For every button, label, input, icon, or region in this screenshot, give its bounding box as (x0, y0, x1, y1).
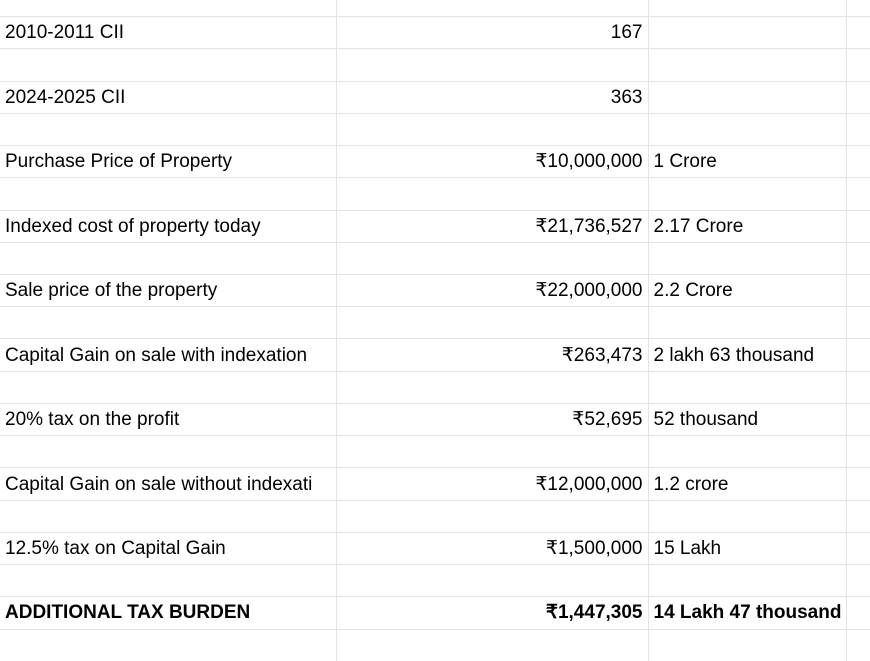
cell-value[interactable]: ₹52,695 (336, 403, 648, 435)
spreadsheet-row (0, 113, 870, 145)
cell[interactable] (648, 242, 846, 274)
cell[interactable] (846, 242, 870, 274)
cell[interactable] (648, 49, 846, 81)
spreadsheet-row (0, 242, 870, 274)
cell-label[interactable]: 12.5% tax on Capital Gain (0, 532, 336, 564)
cell-value[interactable]: ₹263,473 (336, 339, 648, 371)
cell[interactable] (846, 210, 870, 242)
cell[interactable] (336, 436, 648, 468)
cell[interactable] (0, 178, 336, 210)
spreadsheet-row (0, 275, 870, 307)
cell[interactable] (0, 49, 336, 81)
spreadsheet-row (0, 468, 870, 500)
cell[interactable] (846, 371, 870, 403)
spreadsheet-row (0, 339, 870, 371)
spreadsheet-row (0, 500, 870, 532)
cell[interactable] (846, 146, 870, 178)
cell-value[interactable]: ₹1,500,000 (336, 532, 648, 564)
cell[interactable] (0, 436, 336, 468)
cell[interactable] (648, 0, 846, 17)
cell-label[interactable]: Capital Gain on sale with indexation (0, 339, 336, 371)
cell[interactable] (846, 178, 870, 210)
cell[interactable] (0, 113, 336, 145)
cell-note[interactable] (648, 17, 846, 49)
cell[interactable] (846, 81, 870, 113)
cell-label[interactable]: 2010-2011 CII (0, 17, 336, 49)
cell[interactable] (846, 468, 870, 500)
cell-label[interactable]: Capital Gain on sale without indexati (0, 468, 336, 500)
cell-value[interactable]: ₹10,000,000 (336, 146, 648, 178)
cell[interactable] (846, 275, 870, 307)
cell[interactable] (846, 17, 870, 49)
spreadsheet-row (0, 597, 870, 629)
cell-note[interactable] (648, 81, 846, 113)
cell[interactable] (0, 629, 336, 661)
spreadsheet-row (0, 146, 870, 178)
cell[interactable] (846, 49, 870, 81)
cell[interactable] (648, 371, 846, 403)
cell[interactable] (846, 500, 870, 532)
cell-label[interactable]: Indexed cost of property today (0, 210, 336, 242)
cell-note[interactable]: 15 Lakh (648, 532, 846, 564)
cell-note[interactable]: 2.2 Crore (648, 275, 846, 307)
cell-note[interactable]: 1.2 crore (648, 468, 846, 500)
cell[interactable] (846, 307, 870, 339)
spreadsheet-row (0, 49, 870, 81)
cell-label[interactable]: Sale price of the property (0, 275, 336, 307)
cell[interactable] (0, 307, 336, 339)
cell[interactable] (846, 436, 870, 468)
cell[interactable] (648, 178, 846, 210)
spreadsheet-row (0, 17, 870, 49)
spreadsheet-row (0, 307, 870, 339)
cell-value[interactable]: ₹12,000,000 (336, 468, 648, 500)
cell[interactable] (648, 500, 846, 532)
cell[interactable] (336, 242, 648, 274)
cell-note[interactable]: 14 Lakh 47 thousand (648, 597, 846, 629)
cell-value[interactable]: ₹1,447,305 (336, 597, 648, 629)
cell[interactable] (0, 0, 336, 17)
cell[interactable] (648, 436, 846, 468)
cell[interactable] (648, 629, 846, 661)
spreadsheet-row (0, 178, 870, 210)
cell-value[interactable]: ₹22,000,000 (336, 275, 648, 307)
cell[interactable] (0, 371, 336, 403)
cell[interactable] (336, 0, 648, 17)
cell[interactable] (846, 113, 870, 145)
cell[interactable] (336, 307, 648, 339)
spreadsheet-row (0, 629, 870, 661)
cell[interactable] (336, 178, 648, 210)
cell[interactable] (336, 565, 648, 597)
spreadsheet-row (0, 81, 870, 113)
spreadsheet-row (0, 210, 870, 242)
cell[interactable] (648, 113, 846, 145)
cell[interactable] (846, 629, 870, 661)
cell[interactable] (648, 565, 846, 597)
cell[interactable] (846, 597, 870, 629)
cell[interactable] (336, 49, 648, 81)
cell-note[interactable]: 2.17 Crore (648, 210, 846, 242)
cell[interactable] (0, 565, 336, 597)
cell[interactable] (336, 371, 648, 403)
cell-label[interactable]: 20% tax on the profit (0, 403, 336, 435)
cell[interactable] (846, 339, 870, 371)
cell-label[interactable]: Purchase Price of Property (0, 146, 336, 178)
spreadsheet-row (0, 532, 870, 564)
cell[interactable] (336, 629, 648, 661)
cell[interactable] (846, 0, 870, 17)
spreadsheet-row (0, 436, 870, 468)
cell-label[interactable]: ADDITIONAL TAX BURDEN (0, 597, 336, 629)
spreadsheet-row (0, 403, 870, 435)
cell-note[interactable]: 2 lakh 63 thousand (648, 339, 846, 371)
cell[interactable] (846, 403, 870, 435)
cell[interactable] (0, 500, 336, 532)
cell-value[interactable]: 167 (336, 17, 648, 49)
cell[interactable] (648, 307, 846, 339)
cell-value[interactable]: ₹21,736,527 (336, 210, 648, 242)
cell[interactable] (336, 113, 648, 145)
cell[interactable] (336, 500, 648, 532)
cell-label[interactable]: 2024-2025 CII (0, 81, 336, 113)
cell-note[interactable]: 1 Crore (648, 146, 846, 178)
spreadsheet-row (0, 565, 870, 597)
cell[interactable] (846, 565, 870, 597)
cell[interactable] (0, 242, 336, 274)
cell-value[interactable]: 363 (336, 81, 648, 113)
spreadsheet-row (0, 371, 870, 403)
cell[interactable] (846, 532, 870, 564)
cell-note[interactable]: 52 thousand (648, 403, 846, 435)
spreadsheet-row (0, 0, 870, 17)
